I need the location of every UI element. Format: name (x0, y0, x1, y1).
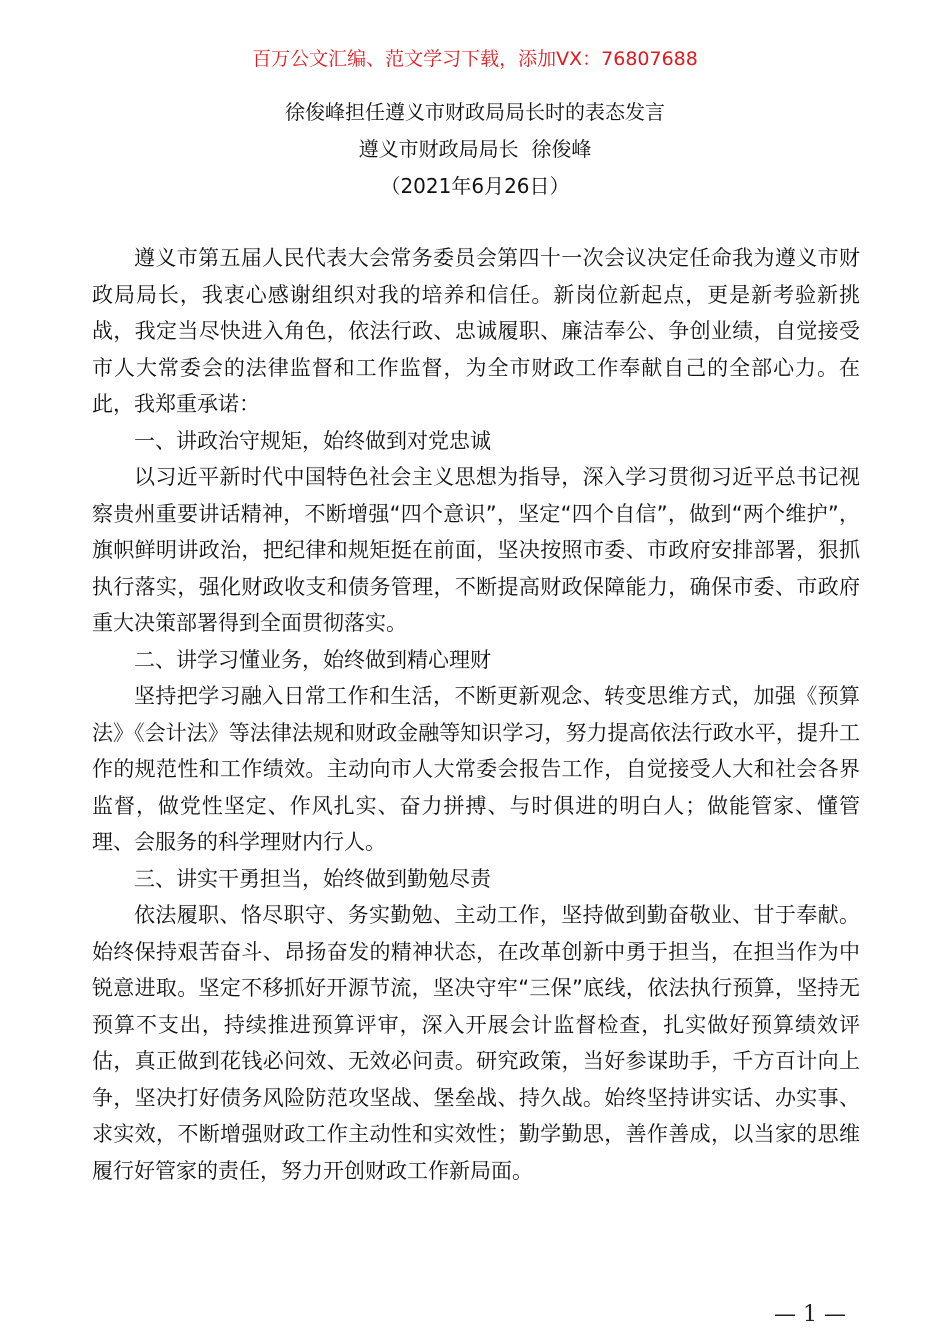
section-heading-1: 一、讲政治守规矩，始终做到对党忠诚 (134, 428, 491, 453)
watermark-text: 百万公文汇编、范文学习下载，添加VX：76807688 (252, 48, 698, 70)
page-number: — 1 — (774, 1302, 846, 1327)
document-body (92, 240, 860, 1189)
title-block (0, 94, 950, 205)
section-paragraph-2: 坚持把学习融入日常工作和生活，不断更新观念、转变思维方式，加强《预算法》《会计法》等法律法规和财政金融等知识学习，努力提高依法行政水平，提升工作的规范性和工作绩效。主动向市人大常委会报告工作，自觉接受人大和社会各界监督，做党性坚定、作风扎实、奋力拼搏、与时俱进的明白人；做能管家、懂管理、会服务的科学理财内行人。 (92, 684, 860, 854)
document-date: （2021年6月26日） (380, 174, 570, 198)
document-title: 徐俊峰担任遵义市财政局局长时的表态发言 (285, 100, 665, 124)
intro-paragraph: 遵义市第五届人民代表大会常务委员会第四十一次会议决定任命我为遵义市财政局局长，我衷心感谢组织对我的培养和信任。新岗位新起点，更是新考验新挑战，我定当尽快进入角色，依法行政、忠诚履职、廉洁奉公、争创业绩，自觉接受市人大常委会的法律监督和工作监督，为全市财政工作奉献自己的全部心力。在此，我郑重承诺： (92, 246, 860, 416)
section-heading-2: 二、讲学习懂业务，始终做到精心理财 (134, 647, 491, 672)
section-paragraph-3: 依法履职、恪尽职守、务实勤勉、主动工作，坚持做到勤奋敬业、甘于奉献。始终保持艰苦奋斗、昂扬奋发的精神状态，在改革创新中勇于担当，在担当作为中锐意进取。坚定不移抓好开源节流，坚决守牢“三保”底线，依法执行预算，坚持无预算不支出，持续推进预算评审，深入开展会计监督检查，扎实做好预算绩效评估，真正做到花钱必问效、无效必问责。研究政策，当好参谋助手，千方百计向上争，坚决打好债务风险防范攻坚战、堡垒战、持久战。始终坚持讲实话、办实事、求实效，不断增强财政工作主动性和实效性；勤学勤思，善作善成，以当家的思维履行好管家的责任，努力开创财政工作新局面。 (92, 903, 860, 1183)
section-paragraph-1: 以习近平新时代中国特色社会主义思想为指导，深入学习贯彻习近平总书记视察贵州重要讲话精神，不断增强“四个意识”，坚定“四个自信”，做到“两个维护”，旗帜鲜明讲政治，把纪律和规矩挺在前面，坚决按照市委、市政府安排部署，狠抓执行落实，强化财政收支和债务管理，不断提高财政保障能力，确保市委、市政府重大决策部署得到全面贯彻落实。 (92, 465, 860, 635)
section-heading-3: 三、讲实干勇担当，始终做到勤勉尽责 (134, 866, 491, 891)
document-author: 遵义市财政局局长 徐俊峰 (358, 137, 592, 161)
